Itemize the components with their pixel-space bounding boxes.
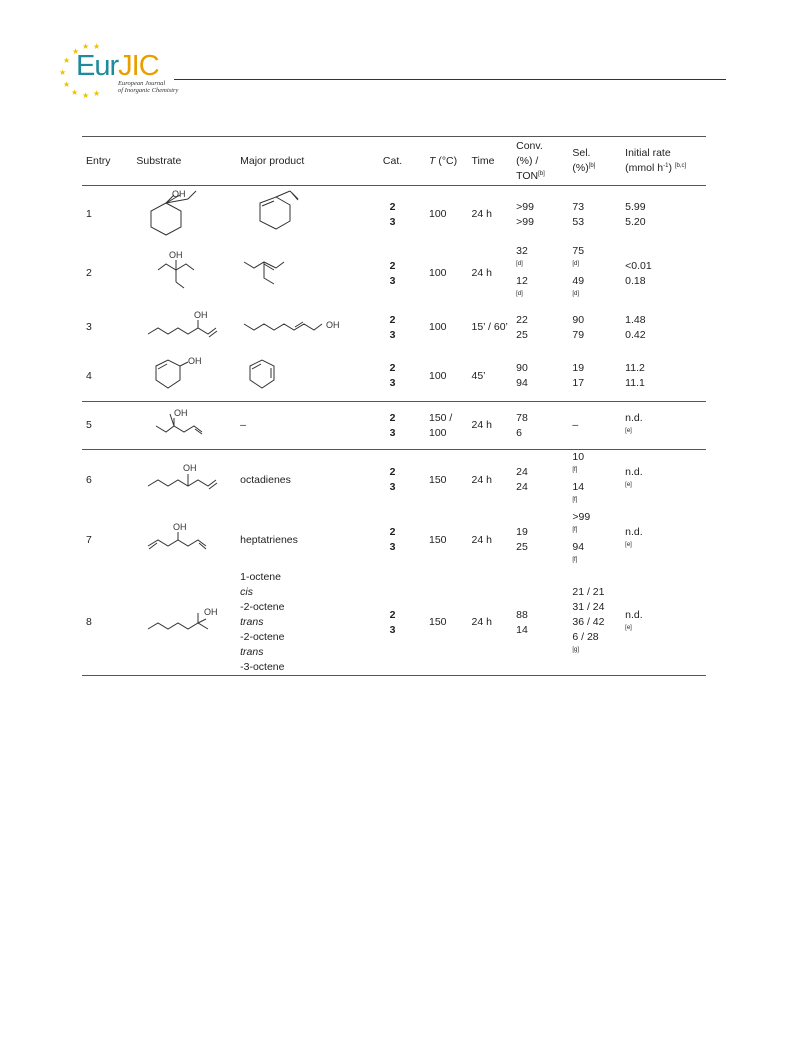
conversion-cell: 78 6 [516,402,572,450]
star-icon: ★ [93,42,101,51]
star-icon: ★ [63,56,71,65]
rate-cell: <0.01 0.18 [625,259,652,287]
catalyst-cell: 2 3 [389,313,396,341]
header-cat: Cat. [366,137,429,186]
table-header-row [82,137,706,186]
star-icon: ★ [72,47,80,56]
oh-label: OH [194,309,208,320]
temperature-cell: 100 [428,267,447,279]
results-table [82,136,706,676]
substrate-structure-drawing [136,520,236,560]
time-cell: 24 h [471,533,492,546]
star-icon: ★ [82,91,90,100]
substrate-structure-drawing [136,460,236,500]
catalyst-cell: 2 3 [366,402,429,450]
time-cell: 15’ / 60’ [471,321,508,333]
header-temperature: T (°C) [429,137,472,186]
product-cell: octadienes [240,450,366,511]
rate-cell: 5.99 5.20 [625,200,646,228]
selectivity-cell: – [572,402,625,450]
header-substrate: Substrate [136,137,240,186]
selectivity-cell: >99 [f] 94 [f] [572,511,591,563]
product-structure-drawing [240,308,366,348]
substrate-structure [136,186,240,244]
product-structure [240,352,366,402]
product-structure-drawing [240,189,340,241]
table-row [82,304,706,352]
table-row [82,244,706,304]
selectivity-cell: 90 79 [572,313,585,341]
header-time: Time [471,137,516,186]
time-cell: 24 h [471,267,492,279]
catalyst-cell: 2 3 [389,200,396,228]
product-cell: heptatrienes [240,533,298,546]
temperature-cell: 100 [428,208,447,221]
star-icon: ★ [93,89,101,98]
product-structure-drawing [240,248,340,300]
header-product: Major product [240,137,366,186]
product-structure [240,244,366,304]
entry-number: 1 [86,208,92,221]
selectivity-cell: 21 / 21 31 / 24 36 / 42 6 / 28 [g] [572,570,625,676]
oh-label: OH [183,463,197,473]
table-row [82,186,706,244]
rate-cell: 1.48 0.42 [625,313,646,341]
conversion-cell: 22 25 [516,313,528,341]
catalyst-cell: 2 3 [389,259,396,287]
journal-logo-text: EurJIC [76,50,159,82]
product-cell: – [240,402,366,450]
oh-label: OH [326,319,340,330]
selectivity-cell: 10 [f] 14 [f] [572,450,625,511]
entry-number: 8 [82,570,136,676]
table-row [82,570,706,676]
star-icon: ★ [63,80,71,89]
product-cell: 1-octene cis -2-octene trans -2-octene trans -3-octene [240,570,366,676]
header-entry: Entry [82,137,136,186]
header-rule [174,79,726,80]
substrate-structure [136,450,240,511]
conversion-cell: >99 >99 [516,200,534,228]
oh-label: OH [204,606,218,617]
rate-cell: n.d. [e] [625,526,643,548]
substrate-structure-drawing [136,603,236,643]
catalyst-cell: 2 3 [389,362,396,390]
time-cell: 24 h [471,570,516,676]
product-structure [240,304,366,352]
entry-number: 6 [82,450,136,511]
rate-cell: n.d. [e] [625,402,706,450]
entry-number: 3 [86,321,92,333]
oh-label: OH [172,188,186,199]
table-row [82,510,706,570]
substrate-structure-drawing [136,308,236,348]
entry-number: 5 [82,402,136,450]
time-cell: 45’ [471,369,486,382]
conversion-cell: 32 [d] 12 [d] [516,244,528,297]
temperature-cell: 100 [428,369,447,382]
selectivity-cell: 19 17 [572,362,585,390]
temperature-cell: 150 [428,533,447,546]
rate-cell: n.d. [e] [625,570,706,676]
header-conversion: Conv. (%) / TON[b] [516,137,572,186]
selectivity-cell: 75 [d] 49 [d] [572,244,585,297]
table-row [82,402,706,450]
table-row [82,352,706,402]
substrate-structure [136,244,240,304]
selectivity-cell: 73 53 [572,200,585,228]
journal-logo-subtitle: European Journal of Inorganic Chemistry [118,80,179,94]
substrate-structure [136,352,240,402]
time-cell: 24 h [471,450,516,511]
table-row [82,450,706,511]
header-initial-rate: Initial rate (mmol $h^{-1}$) [b,c] [625,137,706,186]
catalyst-cell: 2 3 [366,450,429,511]
star-icon: ★ [71,88,79,97]
conversion-cell: 90 94 [516,362,528,390]
substrate-structure-drawing [136,189,236,241]
oh-label: OH [169,249,183,260]
conversion-cell: 88 14 [516,570,572,676]
substrate-structure [136,570,240,676]
catalyst-cell: 2 3 [366,570,429,676]
star-icon: ★ [59,68,67,77]
temperature-cell: 150 / 100 [429,402,472,450]
temperature-cell: 150 [429,570,472,676]
header-selectivity: Sel. (%)[b] [572,137,625,186]
oh-label: OH [174,407,188,418]
rate-cell: n.d. [e] [625,450,706,511]
entry-number: 2 [86,267,92,279]
temperature-cell: 100 [428,321,447,333]
oh-label: OH [188,356,202,367]
conversion-cell: 19 25 [516,526,528,553]
journal-logo [58,40,188,100]
conversion-cell: 24 24 [516,450,572,511]
substrate-structure [136,510,240,570]
substrate-structure [136,402,240,450]
star-icon: ★ [82,42,90,51]
temperature-cell: 150 [429,450,472,511]
substrate-structure-drawing [136,248,236,300]
oh-label: OH [173,522,187,532]
catalyst-cell: 2 3 [389,526,396,553]
time-cell: 24 h [471,402,516,450]
product-structure-drawing [240,354,340,398]
substrate-structure-drawing [136,406,236,446]
entry-number: 7 [86,533,92,546]
substrate-structure-drawing [136,354,236,398]
substrate-structure [136,304,240,352]
rate-cell: 11.2 11.1 [625,362,645,390]
product-structure [240,186,366,244]
time-cell: 24 h [471,208,492,221]
entry-number: 4 [86,369,92,382]
